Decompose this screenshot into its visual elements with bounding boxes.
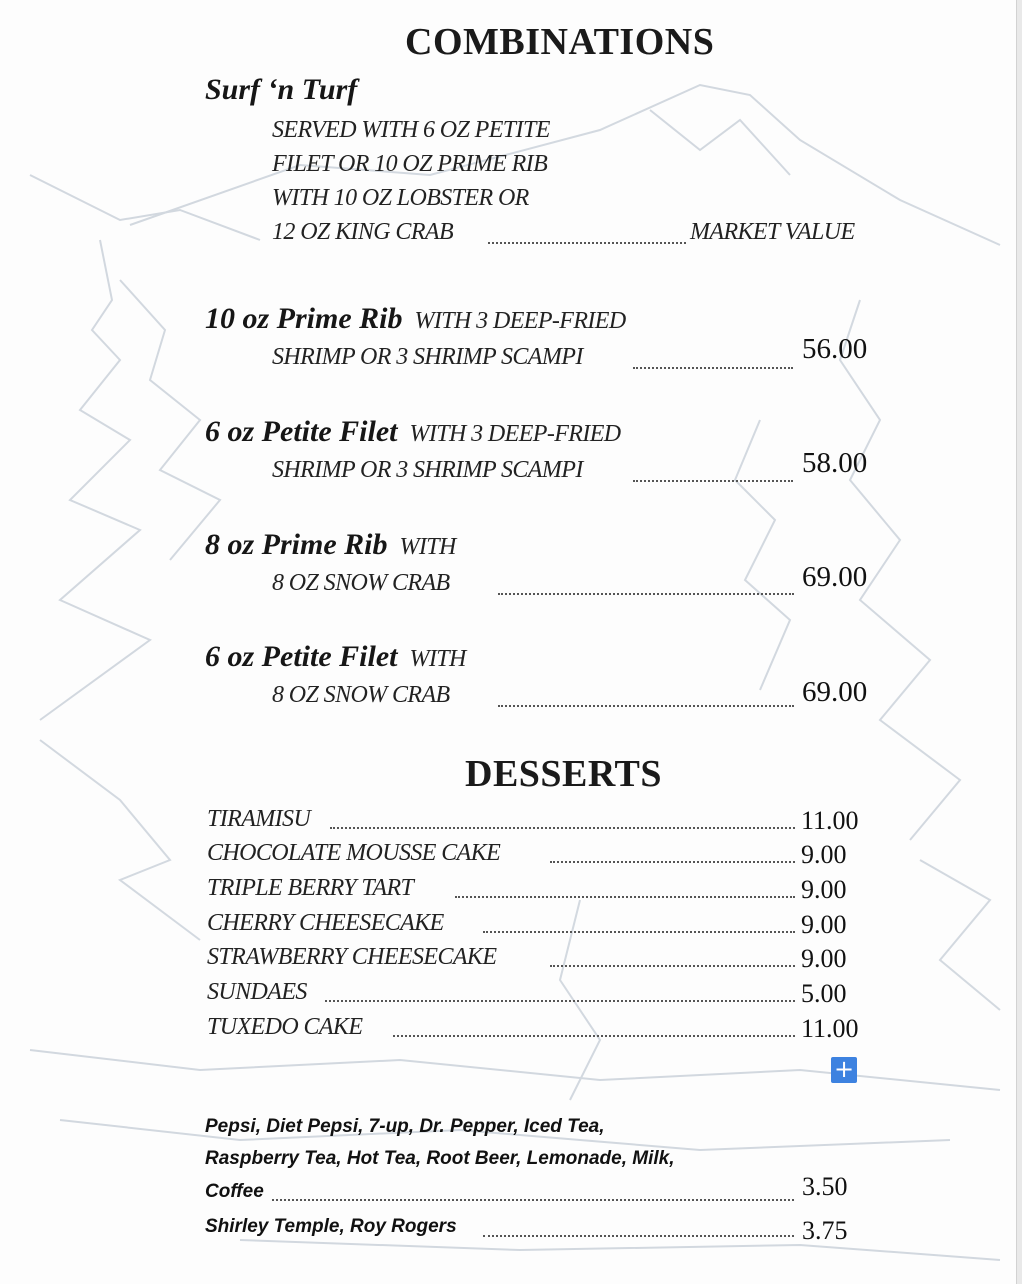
surf-turf-price: MARKET VALUE: [690, 219, 855, 245]
dessert-price: 5.00: [801, 979, 847, 1008]
combinations-heading: COMBINATIONS: [405, 21, 715, 63]
leader-dots: [550, 861, 795, 863]
combo-item-desc: WITH 3 DEEP-FRIED: [414, 308, 626, 334]
leader-dots: [455, 896, 795, 898]
leader-dots: [498, 705, 794, 707]
leader-dots: [550, 965, 795, 967]
dessert-price: 9.00: [801, 910, 847, 939]
drinks-line: Coffee: [205, 1181, 264, 1202]
leader-dots: [498, 593, 794, 595]
combo-item-desc: WITH: [409, 646, 466, 672]
surf-turf-desc-line: FILET OR 10 OZ PRIME RIB: [272, 151, 548, 177]
leader-dots: [272, 1199, 794, 1201]
surf-turf-desc-line: 12 OZ KING CRAB: [272, 219, 454, 245]
combo-item-desc: 8 OZ SNOW CRAB: [272, 570, 450, 596]
dessert-name: TIRAMISU: [207, 806, 311, 832]
drinks-price: 3.50: [802, 1172, 848, 1201]
drinks-price: 3.75: [802, 1216, 848, 1245]
leader-dots: [483, 931, 795, 933]
desserts-heading: DESSERTS: [465, 753, 662, 795]
leader-dots: [633, 367, 793, 369]
combo-item-title: 6 oz Petite Filet: [205, 415, 398, 448]
combo-item: [205, 528, 456, 562]
dessert-price: 9.00: [801, 875, 847, 904]
dessert-price: 11.00: [801, 1014, 859, 1043]
dessert-name: CHERRY CHEESECAKE: [207, 910, 444, 936]
combo-item-desc: WITH 3 DEEP-FRIED: [409, 421, 621, 447]
combo-item-title: 8 oz Prime Rib: [205, 528, 388, 561]
combo-item-title: 6 oz Petite Filet: [205, 640, 398, 673]
drinks-line: Raspberry Tea, Hot Tea, Root Beer, Lemonade, Milk,: [205, 1148, 675, 1169]
add-button[interactable]: [831, 1057, 857, 1083]
dessert-price: 9.00: [801, 944, 847, 973]
leader-dots: [488, 242, 686, 244]
combo-item-desc: SHRIMP OR 3 SHRIMP SCAMPI: [272, 344, 583, 370]
dessert-price: 9.00: [801, 840, 847, 869]
dessert-price: 11.00: [801, 806, 859, 835]
drinks-line: Pepsi, Diet Pepsi, 7-up, Dr. Pepper, Iced Tea,: [205, 1116, 605, 1137]
plus-icon: +: [833, 1055, 855, 1083]
surf-turf-desc-line: WITH 10 OZ LOBSTER OR: [272, 185, 529, 211]
combo-item: [205, 415, 621, 449]
combo-item: [205, 302, 626, 336]
combo-item-desc: SHRIMP OR 3 SHRIMP SCAMPI: [272, 457, 583, 483]
dessert-name: TUXEDO CAKE: [207, 1014, 363, 1040]
combo-item-price: 69.00: [802, 561, 868, 593]
surf-turf-desc-line: SERVED WITH 6 OZ PETITE: [272, 117, 550, 143]
leader-dots: [393, 1035, 795, 1037]
leader-dots: [330, 827, 795, 829]
dessert-name: TRIPLE BERRY TART: [207, 875, 414, 901]
combo-item-price: 58.00: [802, 447, 868, 479]
combo-item-desc: 8 OZ SNOW CRAB: [272, 682, 450, 708]
dessert-name: STRAWBERRY CHEESECAKE: [207, 944, 497, 970]
combo-item-desc: WITH: [399, 534, 456, 560]
dessert-name: SUNDAES: [207, 979, 307, 1005]
combo-item-price: 56.00: [802, 333, 868, 365]
dessert-name: CHOCOLATE MOUSSE CAKE: [207, 840, 501, 866]
leader-dots: [633, 480, 793, 482]
leader-dots: [325, 1000, 795, 1002]
leader-dots: [483, 1235, 794, 1237]
combo-item: [205, 640, 466, 674]
combo-item-price: 69.00: [802, 676, 868, 708]
drinks-line: Shirley Temple, Roy Rogers: [205, 1216, 457, 1237]
page-edge: [1016, 0, 1022, 1284]
surf-turf-title: Surf ‘n Turf: [205, 73, 358, 106]
combo-item-title: 10 oz Prime Rib: [205, 302, 403, 335]
